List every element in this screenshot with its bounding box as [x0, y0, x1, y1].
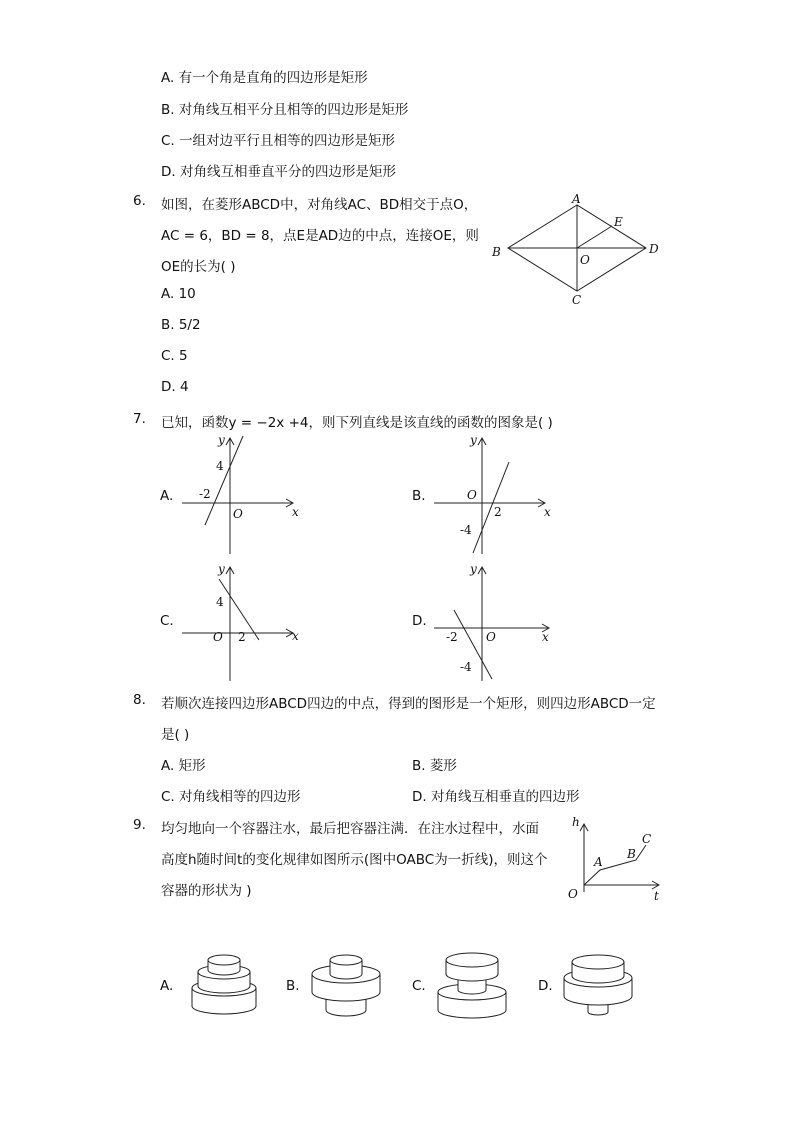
point-c-label: C [642, 832, 652, 846]
q7-graph-d-letter: D. [412, 613, 427, 629]
q6-option-b: B. 5/2 [161, 317, 201, 333]
tick-label: -4 [460, 523, 472, 537]
q9-number: 9. [133, 817, 146, 833]
q6-rhombus-figure [486, 190, 666, 310]
y-axis-label: y [218, 433, 225, 447]
q8-option-d: D. 对角线互相垂直的四边形 [412, 789, 580, 805]
q8-option-a: A. 矩形 [161, 758, 206, 774]
q9-line3: 容器的形状为 ) [161, 883, 252, 899]
origin-label: O [467, 488, 477, 502]
q7-number: 7. [133, 411, 146, 427]
function-line [473, 462, 509, 553]
q9-option-b-letter: B. [286, 978, 300, 994]
point-a-label: A [594, 855, 603, 869]
q9-line2: 高度h随时间t的变化规律如图所示(图中OABC为一折线)，则这个 [161, 852, 548, 868]
q5-option-c: C. 一组对边平行且相等的四边形是矩形 [161, 133, 396, 149]
q7-graph-c [180, 557, 310, 683]
origin-label: O [568, 887, 578, 901]
tick-label: -2 [199, 487, 211, 501]
label-c: C [572, 293, 582, 307]
q8-line1: 若顺次连接四边形ABCD四边的中点，得到的图形是一个矩形，则四边形ABCD一定 [161, 696, 656, 712]
label-e: E [614, 215, 623, 229]
q5-option-d: D. 对角线互相垂直平分的四边形是矩形 [161, 164, 396, 180]
y-axis-label: y [470, 433, 477, 447]
tick-label: 4 [216, 595, 224, 609]
q6-option-c: C. 5 [161, 348, 188, 364]
origin-label: O [213, 630, 223, 644]
q6-line3: OE的长为( ) [161, 259, 236, 275]
origin-label: O [486, 630, 496, 644]
tick-label: -2 [446, 630, 458, 644]
q7-graph-a-letter: A. [160, 488, 174, 504]
label-a: A [572, 192, 581, 206]
q8-option-b: B. 菱形 [412, 758, 457, 774]
q9-container-d [558, 948, 638, 1020]
t-axis-label: t [654, 889, 659, 903]
q7-graph-a [180, 432, 310, 558]
q6-number: 6. [133, 193, 146, 209]
label-d: D [649, 242, 659, 256]
label-o: O [580, 253, 590, 267]
y-axis-label: y [218, 562, 225, 576]
q6-option-d: D. 4 [161, 379, 189, 395]
point-b-label: B [627, 847, 636, 861]
q6-line2: AC = 6，BD = 8，点E是AD边的中点，连接OE，则 [161, 228, 479, 244]
x-axis-label: x [544, 505, 551, 519]
q8-option-c: C. 对角线相等的四边形 [161, 789, 301, 805]
q7-stem: 已知，函数y = −2x +4，则下列直线是该直线的函数的图象是( ) [161, 415, 553, 431]
q6-line1: 如图，在菱形ABCD中，对角线AC、BD相交于点O， [161, 197, 478, 213]
q9-container-c [432, 948, 512, 1020]
tick-label: 2 [238, 630, 246, 644]
x-axis-label: x [292, 629, 299, 643]
segment-oe [577, 226, 612, 248]
tick-label: 2 [494, 505, 502, 519]
h-axis-label: h [572, 815, 580, 829]
q9-option-a-letter: A. [160, 978, 174, 994]
x-axis-label: x [542, 630, 549, 644]
q7-graph-b-letter: B. [412, 488, 426, 504]
q5-option-a: A. 有一个角是直角的四边形是矩形 [161, 70, 368, 86]
q7-graph-d [432, 557, 562, 683]
q9-height-time-graph [562, 812, 666, 904]
q9-container-b [306, 948, 386, 1020]
q5-option-b: B. 对角线互相平分且相等的四边形是矩形 [161, 102, 409, 118]
q7-graph-b [432, 432, 562, 558]
q7-graph-c-letter: C. [160, 613, 174, 629]
y-axis-label: y [470, 562, 477, 576]
q9-line1: 均匀地向一个容器注水，最后把容器注满．在注水过程中，水面 [161, 821, 539, 837]
q8-line2: 是( ) [161, 727, 190, 743]
q9-container-a [184, 948, 264, 1020]
origin-label: O [233, 507, 243, 521]
q6-option-a: A. 10 [161, 286, 196, 302]
q9-option-d-letter: D. [538, 978, 553, 994]
q8-number: 8. [133, 692, 146, 708]
q9-option-c-letter: C. [412, 978, 426, 994]
x-axis-label: x [292, 505, 299, 519]
tick-label: -4 [460, 660, 472, 674]
tick-label: 4 [216, 459, 224, 473]
label-b: B [492, 245, 501, 259]
